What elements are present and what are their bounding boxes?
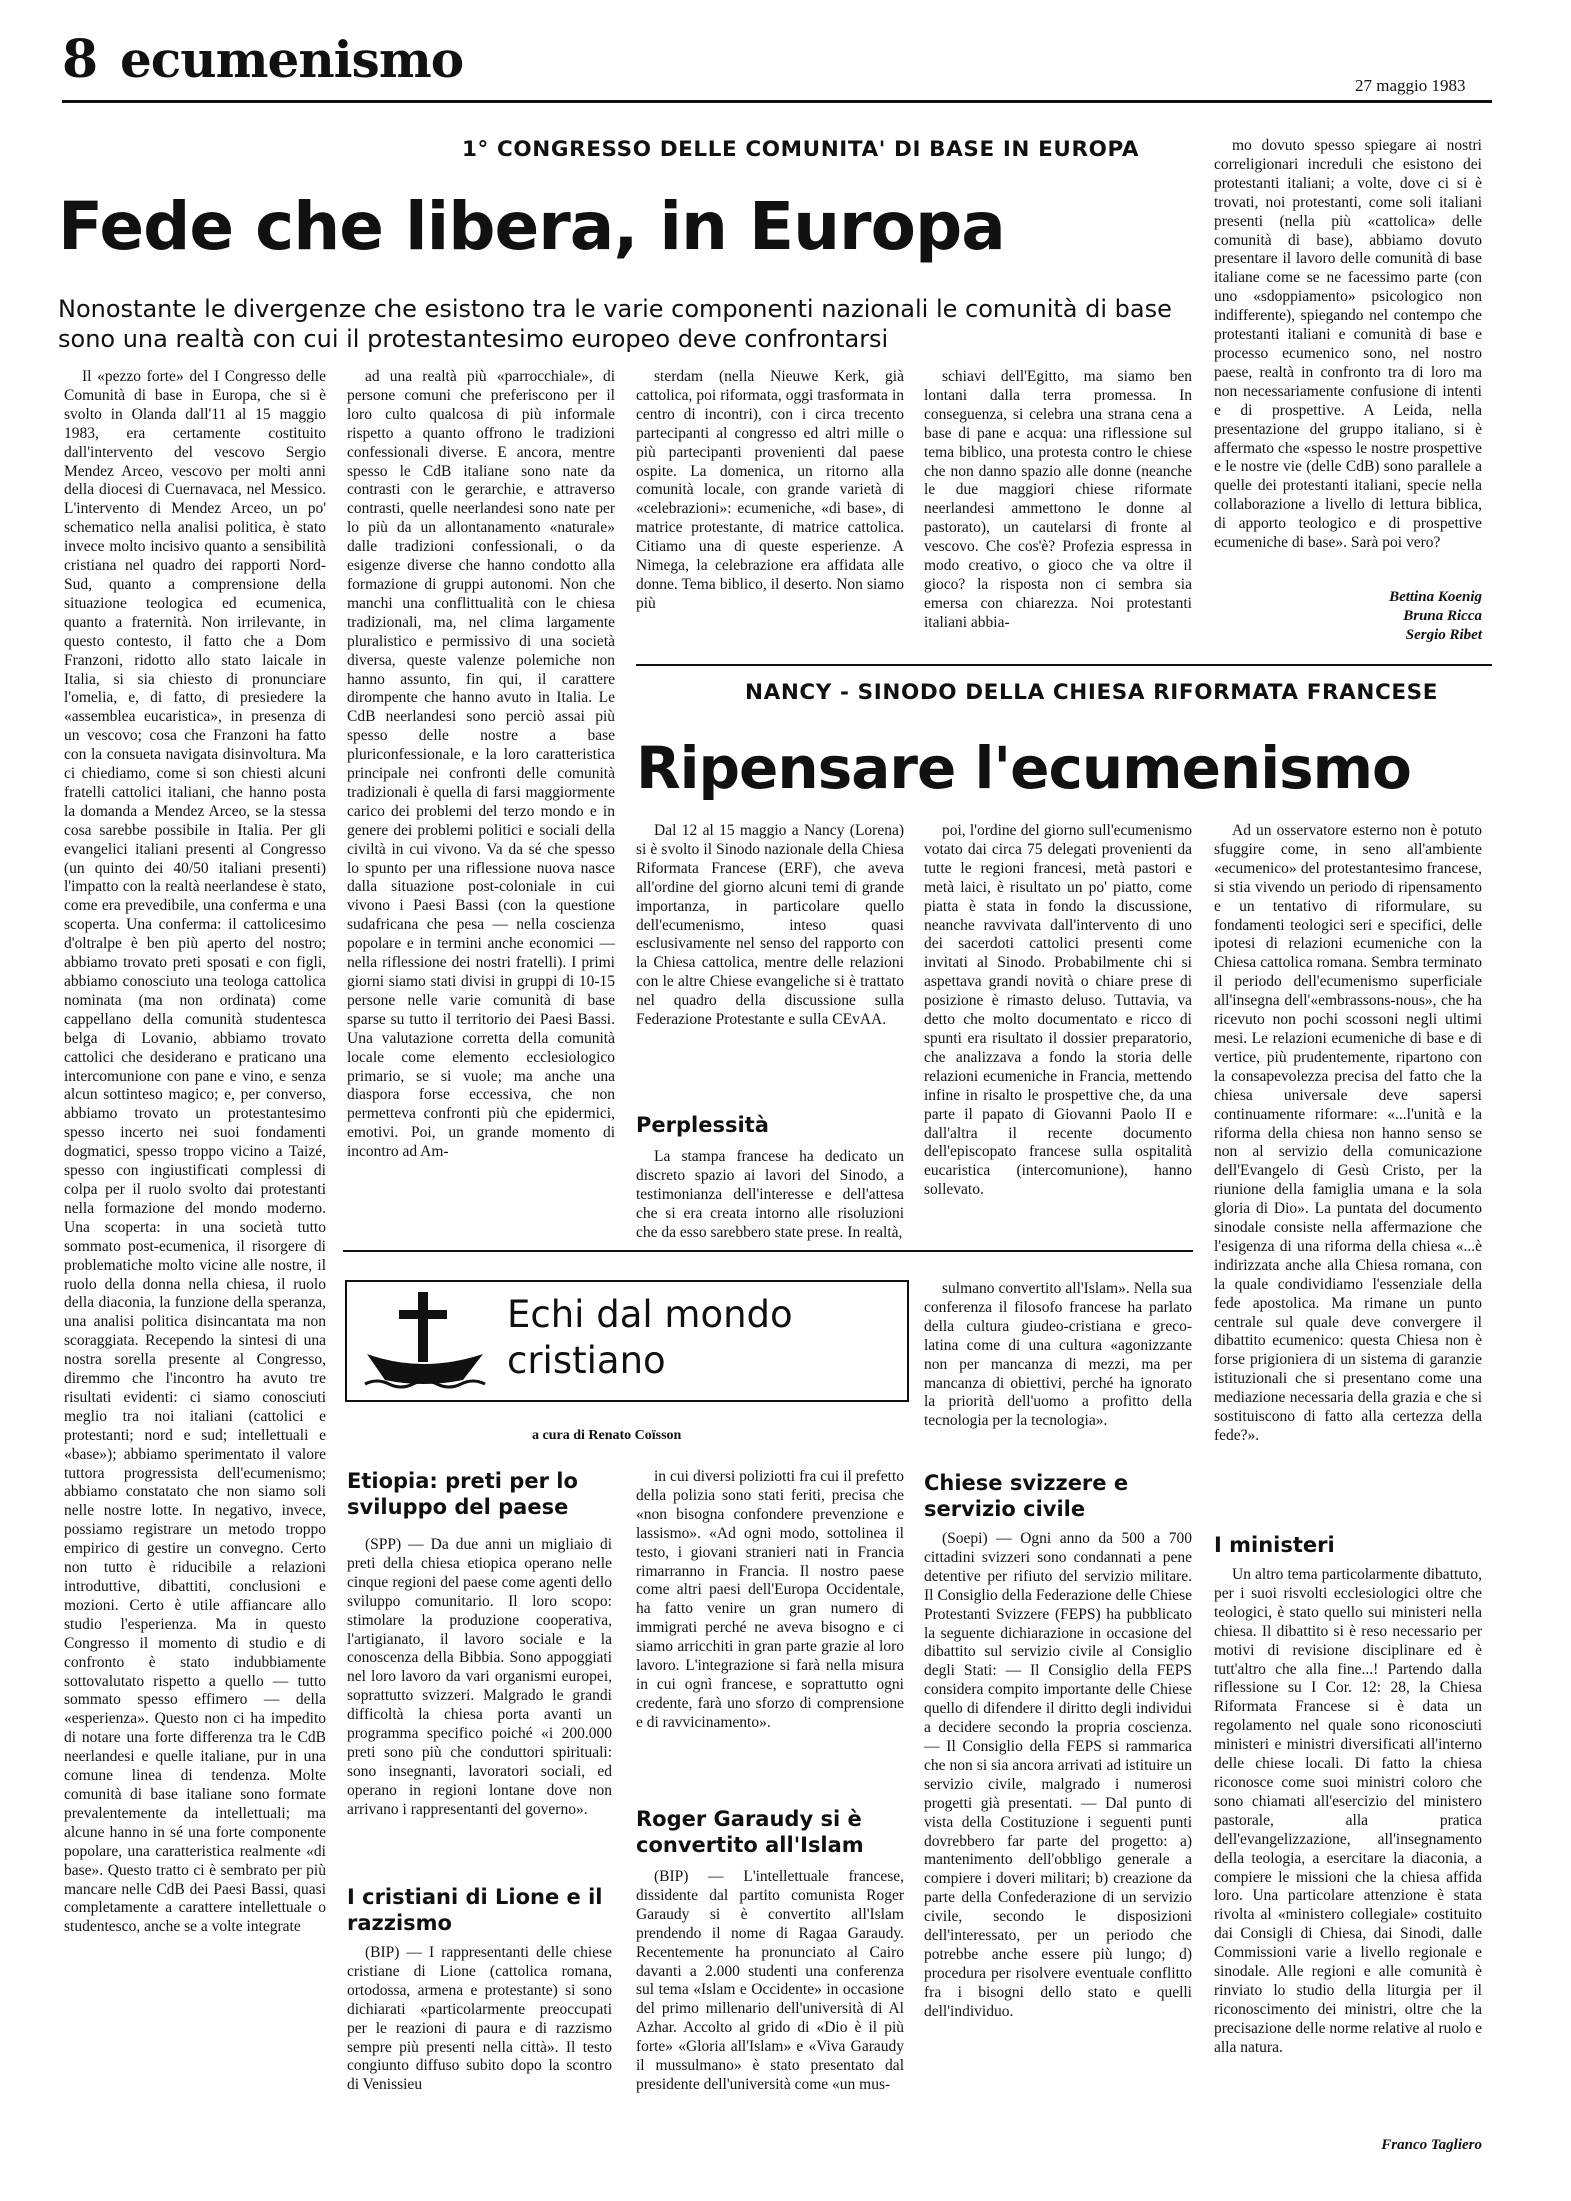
echi-item4-text: (Soepi) — Ogni anno da 500 a 700 cittadini svizzeri sono condannati a pene detentive per rifiuto del servizio militare. Il Consiglio della Federazione delle Chiese Protestanti Svizzere (FEPS) ha pubblicato la seguente dichiarazione in occasione del dibattito sul servizio civile al Consiglio degli Stati: — Il Consiglio della FEPS considera compito importante delle Chiese quello di difendere il diritto degli individui a decidere secondo la propria coscienza. — Il Consiglio della FEPS si rammarica che non si sia ancora arrivati ad istituire un servizio civile, malgrado i numerosi progetti già presentati. — Dal punto di vista della Costituzione i seguenti punti dovrebbero far parte del progetto: a) mantenimento dell'obbligo generale a compiere i doveri militari; b) creazione da parte della Confederazione di un servizio civile, secondo le disposizioni dell'interessato, per un periodo che potrebbe anche essere più lungo; d) procedura per risolvere eventuale conflitto fra i bisogni dello stato e quelli dell'individuo. <box>924 1530 1192 2020</box>
echi-item1-title: Etiopia: preti per lo sviluppo del paese <box>347 1469 578 1519</box>
article2-column-2: poi, l'ordine del giorno sull'ecumenismo votato dai circa 75 delegati provenienti da tutte le regioni francesi, metà pastori e metà laici, è risultato un po' piatto, come piatta è stata in fondo la discussione, neanche ravvivata dall'intervento di uno dei sacerdoti cattolici presenti come invitati al Sinodo. Probabilmente chi si aspettava grandi novità o chiare prese di posizione è rimasto deluso. Tuttavia, va detto che molto documentato e ricco di spunti era risultato il dossier preparatorio, che analizzava a fondo la storia delle relazioni ecumeniche in Francia, mettendo infine in risalto le prospettive che, da una parte il papato di Giovanni Paolo II e dall'altra il recente documento dell'episcopato francese sulla ospitalità eucaristica (intercomunione), hanno sollevato. <box>924 822 1192 1199</box>
article2-kicker: NANCY - SINODO DELLA CHIESA RIFORMATA FRANCESE <box>745 680 1439 705</box>
article2-subhead: Perplessità <box>636 1113 769 1137</box>
article1-column-4: schiavi dell'Egitto, ma siamo ben lontani dalla terra promessa. In conseguenza, si celebra una strana cena a base di pane e acqua: una riflessione sul tema biblico, una protesta contro le chiese che non danno spazio alle donne (neanche le due maggiori chiese riformate neerlandesi ammettono le donne al pastorato), un cautelarsi di fronte al vescovo. Che cos'è? Profezia espressa in modo creativo, o gioco che va oltre il gioco? la risposta non ci sembra sia emersa con chiarezza. Noi protestanti italiani abbia- <box>924 368 1192 631</box>
article2-signature: Franco Tagliero <box>1381 2137 1482 2153</box>
echi-divider <box>343 1250 1193 1252</box>
signature-2: Bruna Ricca <box>1403 608 1482 624</box>
article1-headline: Fede che libera, in Europa <box>58 188 1005 265</box>
article1-divider <box>636 664 1492 666</box>
article2-subhead-ministeri: I ministeri <box>1214 1533 1335 1557</box>
echi-item2-title: I cristiani di Lione e il razzismo <box>347 1885 603 1935</box>
article2-column-1b: La stampa francese ha dedicato un discreto spazio ai lavori del Sinodo, a testimonianza dell'interesse e dell'attesa che si era creata intorno alle risoluzioni che da esso sarebbero state prese. In realtà, <box>636 1148 904 1241</box>
echi-item3-text: (BIP) — L'intellettuale francese, dissidente dal partito comunista Roger Garaudy si è convertito all'Islam prendendo il nome di Ragaa Garaudy. Recentemente ha pronunciato al Cairo davanti a 2.000 studenti una conferenza sul tema «Islam e Occidente» in occasione del primo millenario dell'università di Al Azhar. Accolto al grido di «Dio è il più forte» «Gloria all'Islam» e «Viva Garaudy il mussulmano» è stato presentato dal presidente dell'università come «un mus- <box>636 1868 904 2093</box>
signature-3: Sergio Ribet <box>1405 627 1482 643</box>
article1-column-1: Il «pezzo forte» del I Congresso delle Comunità di base in Europa, che si è svolto in Olanda dall'11 al 15 maggio 1983, era certamente costituito dall'intervento del vescovo Sergio Mendez Arceo, vescovo per molti anni della diocesi di Cuernavaca, nel Messico. L'intervento di Mendez Arceo, un po' schematico nella analisi politica, è stato invece molto incisivo quanto a sensibilità cristiana nel quadro dei rapporti Nord-Sud, quanto a comprensione della situazione teologica ed ecumenica, quanto a fraternità. Non irrilevante, in questo contesto, il fatto che a Dom Franzoni, ridotto allo stato laicale in Italia, si sia chiesto di pronunciare l'omelia, e, di fatto, di presiedere la «assemblea eucaristica», in presenza di un vescovo; cosa che Franzoni ha fatto con la consueta navigata disinvoltura. Ma ci chiediamo, come si son chiesti alcuni fratelli cattolici italiani, che hanno posta la domanda a Mendez Arceo, se la stessa cosa sarebbe possibile in Italia. Per gli evangelici italiani presenti al Congresso (un quinto dei 40/50 italiani presenti) l'impatto con la realtà neerlandese è stato, come era prevedibile, una conferma e una scoperta. Una conferma: il cattolicesimo d'oltralpe è ben più aperto del nostro; abbiamo trovato preti sposati e con figli, abbiamo conosciuto una teologa cattolica nominata (ma non ordinata) come cappellano della comunità studentesca belga di Lovanio, abbiamo trovato cattolici che desiderano e praticano una intercomunione con pane e vino, e senza alcun sottinteso magico; e, per converso, abbiamo trovato un protestantesimo spesso incerto nei suoi fondamenti dogmatici, spesso troppo vicino a Taizé, spesso con ingiustificati complessi di colpa per il ruolo svolto dai protestanti nella formazione del mondo moderno. Una scoperta: in una società tutto sommato post-ecumenica, il risorgere di problematiche molto vicine alle nostre, il ruolo della donna nella chiesa, il ruolo della diaconia, la funzione della speranza, una analisi politica disincantata ma non scoraggiata. Recependo la sintesi di una nostra sorella presente al Congresso, diremmo che l'incontro ha avuto tre risultati evidenti: ci siamo conosciuti meglio tra noi italiani (cattolici e protestanti; nord e sud; intellettuali e «base»); abbiamo sperimentato il valore tuttora progressista dell'ecumenismo; abbiamo constatato che non siamo soli nelle nostre lotte. In negativo, invece, possiamo registrare un metodo troppo empirico di gestire un convegno. Certo non tutto è riducibile a relazioni introduttive, dibattiti, conclusioni e mozioni. Certo è utile affiancare allo studio l'esperienza. Ma in questo Congresso il momento di studio e di confronto è stato indubbiamente sottovalutato rispetto a quello — tutto sommato spesso effimero — della «esperienza». Questo non ci ha impedito di notare una forte differenza tra le CdB neerlandesi e quelle italiane, pur in una comune linea di tendenza. Molte comunità di base italiane sono formate prevalentemente da intellettuali; ma alcune hanno in sé una forte componente popolare, una caratteristica realmente «di base». Questo tratto ci è sembrato per più mancare nelle CdB dei Paesi Bassi, quasi completamente a carattere intellettuale o studentesco, anche se a volte integrate <box>64 368 326 1936</box>
echi-item2-text: (BIP) — I rappresentanti delle chiese cristiane di Lione (cattolica romana, ortodossa, armena e protestante) si sono dichiarati «particolarmente preoccupati per le reazioni di paura e di razzismo sempre più presenti nella città». Il testo congiunto diffuso subito dopo la scontro di Venissieu <box>347 1944 612 2094</box>
section-title: ecumenismo <box>120 30 464 89</box>
article2-column-3b: Un altro tema particolarmente dibattuto, per i suoi risvolti ecclesiologici oltre che teologici, è stato quello sui ministeri nella chiesa. Il dibattito si è reso necessario per motivi di revisione disciplinare ed è tutt'altro che alla fine...! Partendo dalla riflessione su I Cor. 12: 28, la Chiesa Riformata Francese si è data un regolamento nel quale sono riconosciuti ministeri e ministri diversificati all'interno delle chiese locali. Di fatto la chiesa riconosce come suoi ministri coloro che sono chiamati all'esercizio del ministero pastorale, alla pratica dell'evangelizzazione, all'insegnamento della teologia, a esercitare la diaconia, a compiere le missioni che la chiesa affida loro. Una particolare attenzione è stata rivolta al «ministero collegiale» costituito dai Consigli di Chiesa, dai Sinodi, dalle Commissioni varie a livello regionale e sinodale. Alle regioni e alle comunità è rinviato lo studio della liturgia per il riconoscimento dei ministri, oltre che la precisazione delle norme relative al ruolo e alla natura. <box>1214 1566 1482 2056</box>
article2-column-1: Dal 12 al 15 maggio a Nancy (Lorena) si è svolto il Sinodo nazionale della Chiesa Riformata Francese (ERF), che aveva all'ordine del giorno alcuni temi di grande importanza, in particolare quello dell'ecumenismo, inteso quasi esclusivamente nel senso del rapporto con la Chiesa cattolica, mentre delle relazioni con le altre Chiese evangeliche si è trattato nel quadro della discussione sulla Federazione Protestante e sulla CEvAA. <box>636 822 904 1029</box>
issue-date: 27 maggio 1983 <box>1355 76 1466 95</box>
article1-kicker: 1° CONGRESSO DELLE COMUNITA' DI BASE IN EUROPA <box>462 137 1140 162</box>
echi-item4-title: Chiese svizzere e servizio civile <box>924 1471 1129 1521</box>
echi-column-3-top: sulmano convertito all'Islam». Nella sua conferenza il filosofo francese ha parlato della cultura giudeo-cristiana e greco-latina come di una cultura «agonizzante non per mancanza di mezzi, ma per mancanza di obiettivi, perché ha ignorato la priorità dell'uomo a profitto della tecnologia per la tecnologia». <box>924 1280 1192 1430</box>
header-rule <box>62 100 1492 103</box>
echi-item1-text: (SPP) — Da due anni un migliaio di preti della chiesa etiopica operano nelle cinque regioni del paese come agenti dello sviluppo comunitario. Il loro scopo: stimolare la produzione cooperativa, l'artigianato, il lavoro sociale e la conoscenza della Bibbia. Sono appoggiati nel loro lavoro da vari organismi europei, soprattutto svizzeri. Malgrado le grandi difficoltà la chiesa porta avanti un programma specifico poiché «i 200.000 preti sono più che conduttori spirituali: sono insegnanti, lavoratori sociali, ed operano in regioni lontane dove non arrivano i rappresentanti del governo». <box>347 1536 612 1818</box>
echi-title: Echi dal mondo cristiano <box>507 1293 793 1382</box>
echi-byline: a cura di Renato Coïsson <box>532 1428 682 1443</box>
article1-signatures <box>1214 588 1482 645</box>
page-number: 8 <box>62 29 99 90</box>
cross-boat-icon <box>361 1288 491 1392</box>
article1-column-5: mo dovuto spesso spiegare ai nostri correligionari increduli che esistono dei protestanti italiani; a volte, dove ci si è trovati, noi protestanti, come soli italiani presenti (nella più «cattolica» delle comunità di base), abbiamo dovuto presentare il lavoro delle comunità di base italiane come se ne facessimo parte (con uno «sdoppiamento» psicologico non indifferente), spiegando nel contempo che protestanti italiani e comunità di base e processo ecumenico sono, nel nostro paese, realtà in confronto tra di loro ma non necessariamente confusione di intenti e di prospettive. A Leida, nella presentazione del gruppo italiano, si è affermato che «spesso le nostre prospettive e le nostre vie (delle CdB) sono parallele a quelle dei protestanti italiani, specie nella collaborazione a livello di lettura biblica, di apporto teologico e di prospettive ecumeniche di base». Sarà poi vero? <box>1214 137 1482 552</box>
echi-title-box <box>345 1280 909 1402</box>
article1-deck: Nonostante le divergenze che esistono tra le varie componenti nazionali le comunità di base sono una realtà con cui il protestantesimo europeo deve confrontarsi <box>58 295 1172 353</box>
article1-column-3: sterdam (nella Nieuwe Kerk, già cattolica, poi riformata, oggi trasformata in centro di incontri), con i circa trecento partecipanti al congresso ed altri mille o più partecipanti provenienti dal paese ospite. La domenica, un ritorno alla comunità locale, con grande varietà di «celebrazioni»: ecumeniche, «di base», di matrice protestante, di matrice cattolica. Citiamo una di queste esperienze. A Nimega, la celebrazione era affidata alle donne. Tema biblico, il deserto. Non siamo più <box>636 368 904 612</box>
article2-headline: Ripensare l'ecumenismo <box>636 734 1411 802</box>
article2-column-3: Ad un osservatore esterno non è potuto sfuggire come, in seno all'ambiente «ecumenico» del protestantesimo francese, si stia vivendo un periodo di ripensamento e un tentativo di riformulare, su fondamenti teologici seri e specifici, delle ipotesi di relazioni ecumeniche con la Chiesa cattolica romana. Sembra terminato il periodo dell'ecumenismo superficiale all'insegna dell'«embrassons-nous», che ha ricevuto non pochi scossoni negli ultimi mesi. Le relazioni ecumeniche di base e di vertice, più prudentemente, ripartono con la consapevolezza precisa del fatto che la chiesa universale deve sapersi continuamente riformare: «...l'unità e la riforma della chiesa non hanno senso se non al servizio della comunicazione dell'Evangelo di Gesù Cristo, per la riunione della famiglia umana e la sola gloria di Dio». La puntata del documento sinodale consiste nella affermazione che l'esigenza di una riforma della chiesa «...è indirizzata anche alla Chiesa romana, con la quale condividiamo l'essenziale della fede apostolica. Ma rimane un punto centrale sul quale deve convergere il dibattito ecumenico: questa Chiesa non è forse prigioniera di un sistema di garanzie istituzionali che si presentano come una mediazione necessaria della grazia e che si sostituiscono di fatto alla certezza della fede?». <box>1214 822 1482 1444</box>
signature-1: Bettina Koenig <box>1389 589 1482 605</box>
article1-column-2: ad una realtà più «parrocchiale», di persone comuni che preferiscono per il loro culto qualcosa di più informale rispetto a quanto offrono le tradizioni confessionali diverse. E ancora, mentre spesso le CdB italiane sono nate da contrasti con le gerarchie, e attraverso contrasti, quelle neerlandesi sono nate per lo più da un allontanamento «naturale» dalle tradizioni confessionali, o da esigenze diverse che hanno condotto alla formazione di gruppi autonomi. Non che manchi una conflittualità con le chiesa tradizionali, ma, nel clima largamente pluralistico e permissivo di una società diversa, queste valenze polemiche non hanno assunto, fin qui, il carattere dirompente che hanno avuto in Italia. Le CdB neerlandesi sono perciò assai più spesso delle nostre a base pluriconfessionale, e la loro caratteristica principale nei confronti delle comunità tradizionali è quella di farsi maggiormente carico dei problemi del terzo mondo e in genere dei problemi politici e sociali della civiltà in cui vivono. Va da sé che spesso lo spunto per una riflessione nuova nasce dalla situazione post-coloniale in cui vivono i Paesi Bassi (con la questione sudafricana che pesa — nella coscienza popolare e in termini anche economici — nella riflessione dei nostri fratelli). I primi giorni siamo stati divisi in gruppi di 10-15 persone nelle varie comunità di base sparse su tutto il territorio dei Paesi Bassi. Una valutazione corretta della comunità locale come elemento ecclesiologico primario, se si vuole; ma anche una diaspora forse eccessiva, che non permetteva confronti più che epidermici, emotivi. Poi, un grande momento di incontro ad Am- <box>347 368 615 1161</box>
echi-column-2: in cui diversi poliziotti fra cui il prefetto della polizia sono stati feriti, precisa che «non bisogna confondere prevenzione e lassismo». «Ad ogni modo, sottolinea il testo, i giovani stranieri nati in Francia rimarranno in Francia. Il nostro paese come altri paesi dell'Europa Occidentale, ha fatto venire un gran numero di immigrati perché ne aveva bisogno e ci siamo arricchiti in gran parte grazie al loro lavoro. L'integrazione si farà nella misura in cui ognì francese, e soprattutto ogni credente, farà uno sforzo di comprensione e di ravvicinamento». <box>636 1468 904 1731</box>
echi-item3-title: Roger Garaudy si è convertito all'Islam <box>636 1807 864 1857</box>
